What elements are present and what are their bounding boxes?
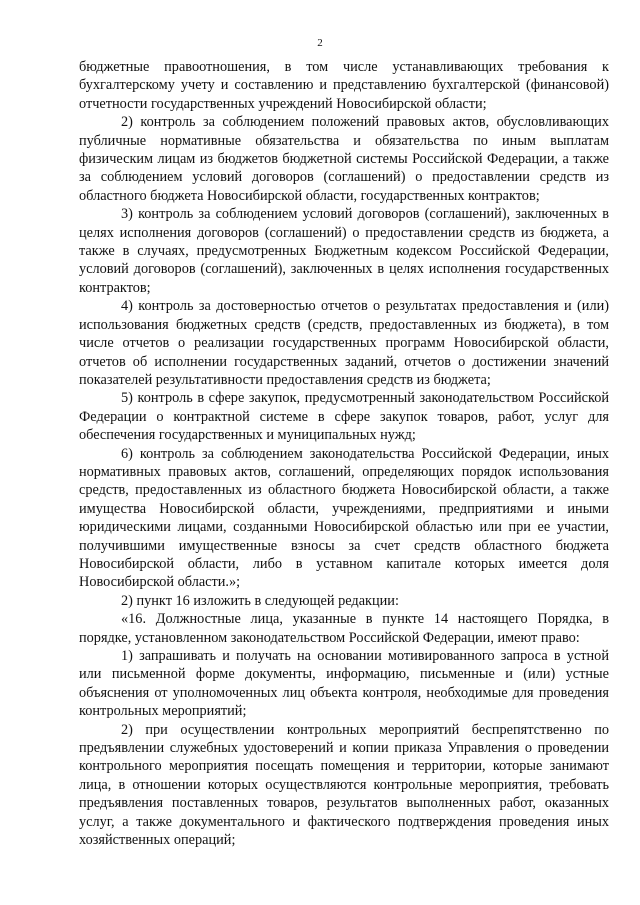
paragraph: 5) контроль в сфере закупок, предусмотренный законодательством Российской Федерации о контрактной системе в сфере закупок товаров, работ, услуг для обеспечения государственных и муниципальных нужд; <box>79 390 609 444</box>
paragraph: 2) пункт 16 изложить в следующей редакции: <box>121 592 399 609</box>
paragraph: 1) запрашивать и получать на основании мотивированного запроса в устной или письменной форме документы, информацию, письменные и (или) устные объяснения от уполномоченных лиц объекта контроля, необходимые для проведения контрольных мероприятий; <box>79 648 609 720</box>
paragraph: «16. Должностные лица, указанные в пункте 14 настоящего Порядка, в порядке, установленном законодательством Российской Федерации, имеют право: <box>79 611 609 646</box>
paragraph: 2) контроль за соблюдением положений правовых актов, обусловливающих публичные нормативные обязательства и обязательства по иным выплатам физическим лицам из бюджетов бюджетной системы Российской Федерации, а также за соблюдением условий договоров (соглашений) о предоставлении средств из областного бюджета Новосибирской области, государственных контрактов; <box>79 114 609 204</box>
paragraph: бюджетные правоотношения, в том числе устанавливающих требования к бухгалтерскому учету и составлению и представлению бухгалтерской (финансовой) отчетности государственных учреждений Новосибирской области; <box>79 59 609 112</box>
paragraph: 6) контроль за соблюдением законодательства Российской Федерации, иных нормативных правовых актов, соглашений, определяющих порядок использования средств, предоставленных из областного бюджета Новосибирской области, а также имущества Новосибирской области, учреждениями, предприятиями и иными юридическими лицами, созданными Новосибирской областью или при ее участии, получившими имущественные взносы за счет средств областного бюджета Новосибирской области, либо в уставном капитале которых имеется доля Новосибирской области.»; <box>79 445 609 591</box>
page-number: 2 <box>317 37 323 49</box>
paragraph: 2) при осуществлении контрольных мероприятий беспрепятственно по предъявлении служебных удостоверений и копии приказа Управления о проведении контрольного мероприятия посещать помещения и территории, которые занимают лица, в отношении которых осуществляются контрольные мероприятия, требовать предъявления поставленных товаров, результатов выполненных работ, оказанных услуг, а также документального и фактического подтверждения проведения иных хозяйственных операций; <box>79 721 609 849</box>
paragraph: 3) контроль за соблюдением условий договоров (соглашений), заключенных в целях исполнения договоров (соглашений) о предоставлении средств из бюджета, а также в случаях, предусмотренных Бюджетным кодексом Российской Федерации, условий договоров (соглашений), заключенных в целях исполнения государственных контрактов; <box>79 206 609 296</box>
paragraph: 4) контроль за достоверностью отчетов о результатах предоставления и (или) использования бюджетных средств (средств, предоставленных из бюджета), в том числе отчетов о реализации государственных программ Новосибирской области, отчетов об исполнении государственных заданий, отчетов о достижении значений показателей результативности предоставления средств из бюджета; <box>79 298 609 388</box>
document-body <box>79 58 609 849</box>
